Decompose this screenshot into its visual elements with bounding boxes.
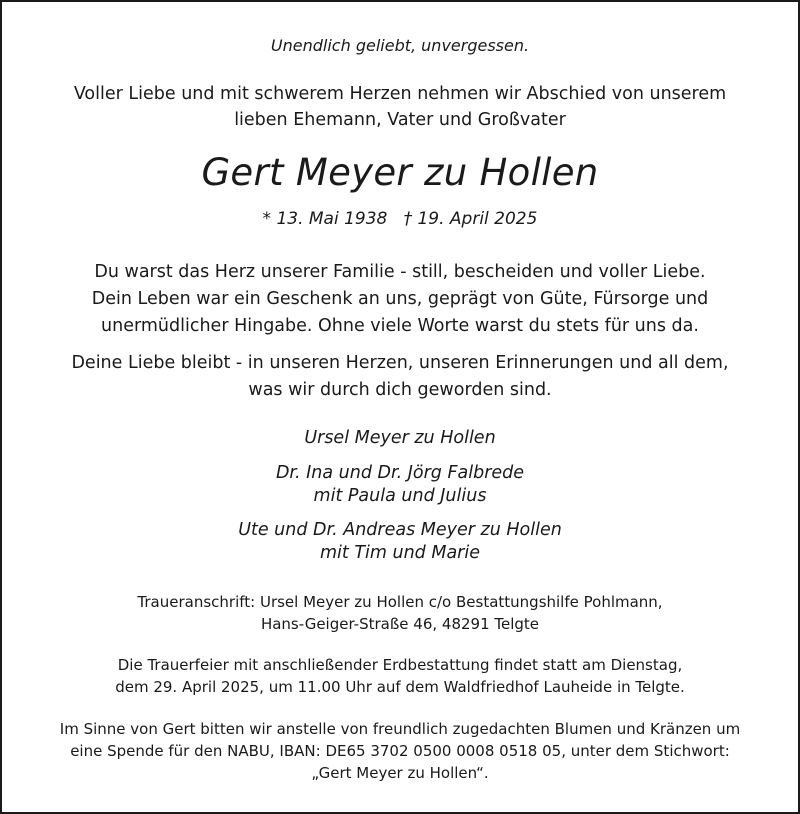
paragraph-line: Du warst das Herz unserer Familie - still, bescheiden und voller Liebe. — [94, 262, 706, 282]
deceased-name: Gert Meyer zu Hollen — [201, 151, 599, 194]
paragraph-line: was wir durch dich geworden sind. — [248, 380, 552, 400]
mourner-children: mit Paula und Julius — [313, 486, 487, 506]
mourner-name: Ute und Dr. Andreas Meyer zu Hollen — [238, 520, 562, 540]
paragraph-line: unermüdlicher Hingabe. Ohne viele Worte warst du stets für uns da. — [101, 316, 699, 336]
funeral-line: dem 29. April 2025, um 11.00 Uhr auf dem Waldfriedhof Lauheide in Telgte. — [115, 678, 685, 696]
address-line: Hans-Geiger-Straße 46, 48291 Telgte — [260, 615, 540, 633]
tribute-paragraph-1 — [2, 259, 798, 340]
donation-line: „Gert Meyer zu Hollen“. — [311, 764, 489, 782]
mourner-group — [2, 462, 798, 508]
mourner-group — [2, 427, 798, 450]
funeral-info — [2, 654, 798, 698]
mourner-group — [2, 519, 798, 565]
life-dates-text: * 13. Mai 1938 † 19. April 2025 — [262, 209, 538, 229]
donation-line: Im Sinne von Gert bitten wir anstelle von freundlich zugedachten Blumen und Kränzen um — [59, 720, 741, 738]
tribute-paragraph-2 — [2, 350, 798, 404]
life-dates — [2, 209, 798, 229]
funeral-line: Die Trauerfeier mit anschließender Erdbestattung findet statt am Dienstag, — [117, 656, 683, 674]
paragraph-line: Dein Leben war ein Geschenk an uns, geprägt von Güte, Fürsorge und — [91, 289, 709, 309]
mourner-name: Dr. Ina und Dr. Jörg Falbrede — [275, 463, 525, 483]
paragraph-line: Deine Liebe bleibt - in unseren Herzen, unseren Erinnerungen und all dem, — [71, 353, 729, 373]
donation-line: eine Spende für den NABU, IBAN: DE65 3702 0500 0008 0518 05, unter dem Stichwort: — [70, 742, 730, 760]
mourner-children: mit Tim und Marie — [320, 543, 480, 563]
intro-line: lieben Ehemann, Vater und Großvater — [234, 110, 566, 130]
intro-line: Voller Liebe und mit schwerem Herzen nehmen wir Abschied von unserem — [73, 84, 727, 104]
motto: Unendlich geliebt, unvergessen. — [270, 36, 530, 55]
intro-text — [2, 81, 798, 133]
mourning-address — [2, 591, 798, 635]
address-line: Traueranschrift: Ursel Meyer zu Hollen c/o Bestattungshilfe Pohlmann, — [137, 593, 663, 611]
mourner-name: Ursel Meyer zu Hollen — [304, 428, 496, 448]
donation-request — [2, 718, 798, 784]
